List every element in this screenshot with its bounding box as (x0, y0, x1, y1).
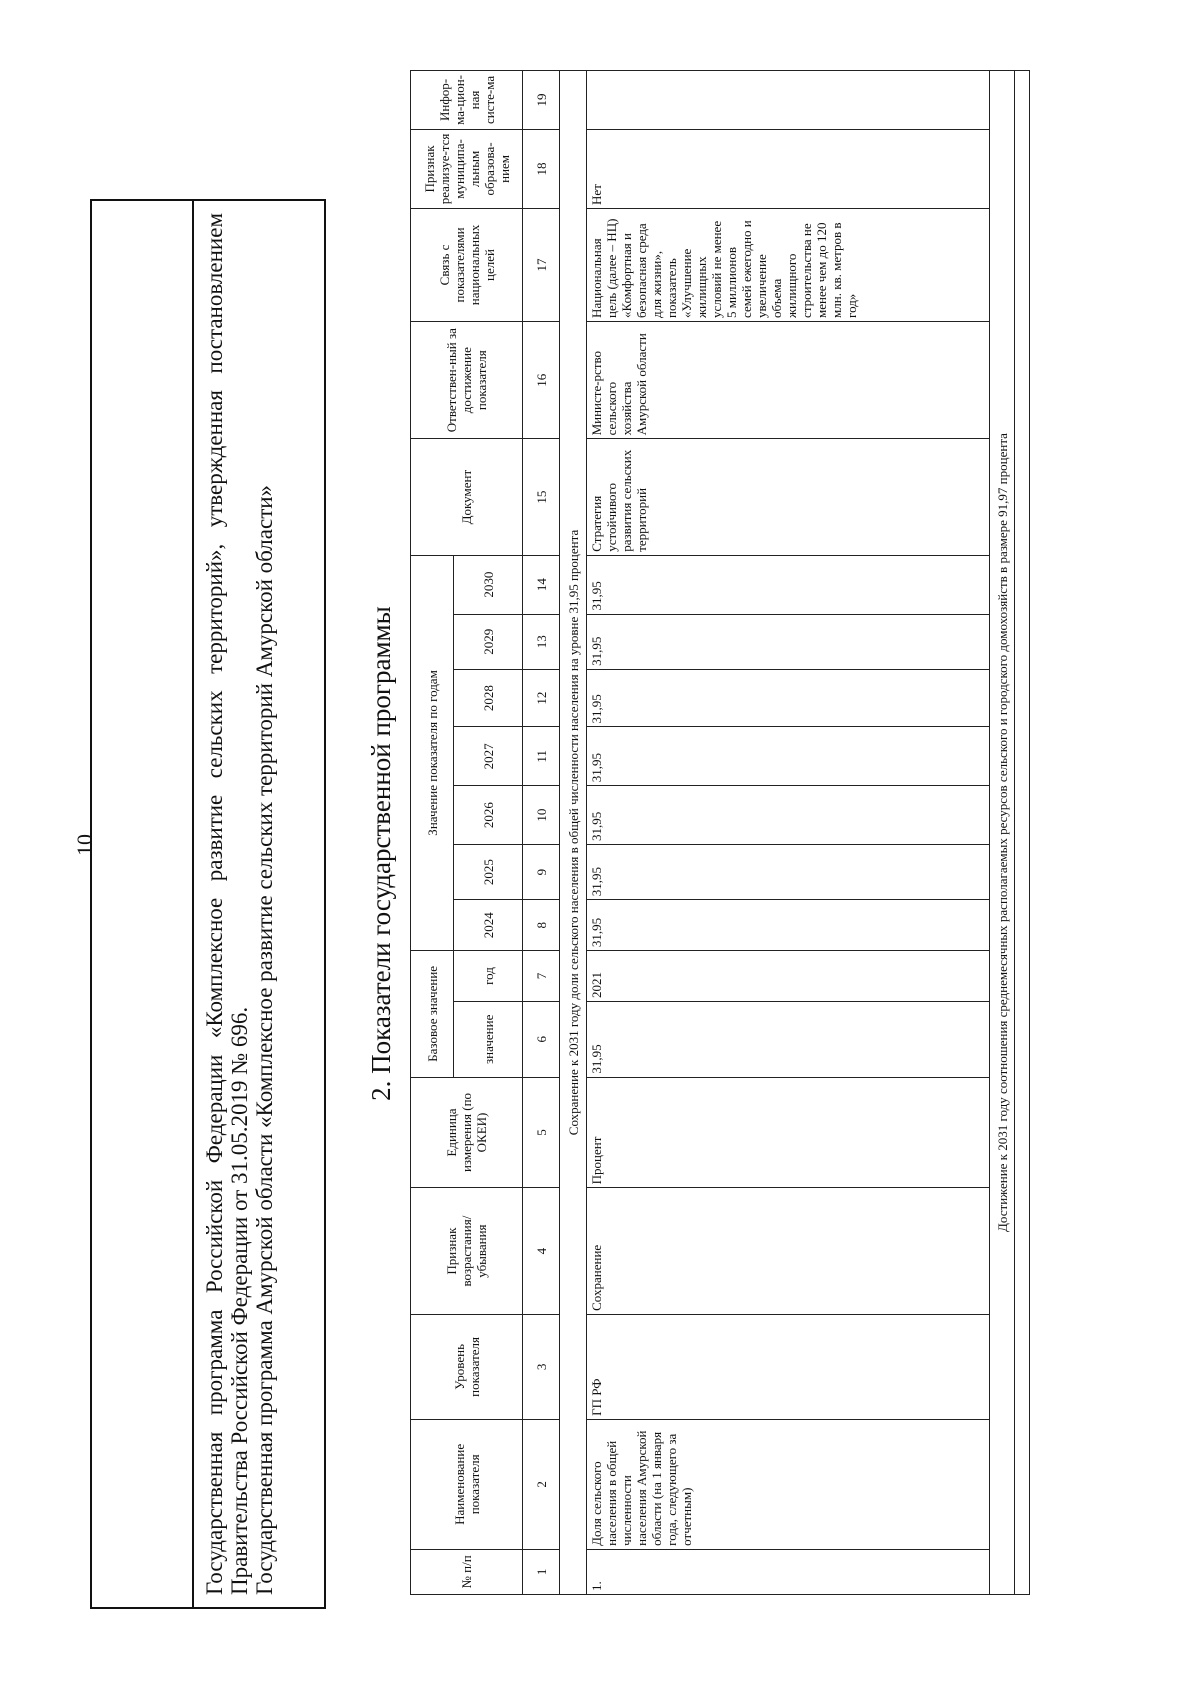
col-header-info-system: Инфор-ма-цион-ная систе-ма (411, 71, 523, 130)
blank-row (1015, 71, 1030, 1595)
col-header-year: 2025 (454, 844, 523, 899)
column-number: 12 (523, 669, 560, 727)
col-header-year: 2029 (454, 614, 523, 669)
column-number: 5 (523, 1077, 560, 1188)
goal-1-text: Сохранение к 2031 году доли сельского населения в общей численности населения на уровне 31,95 процента (560, 71, 587, 1595)
col-header-level: Уровень показателя (411, 1314, 523, 1419)
regional-program-text: Государственная программа Амурской области «Комплексное развитие сельских территорий Амурской области» (252, 484, 277, 1595)
column-number: 2 (523, 1419, 560, 1549)
indicators-table (410, 70, 1030, 1595)
column-number: 17 (523, 208, 560, 321)
info-box-empty-cell (92, 201, 192, 1607)
column-number: 3 (523, 1314, 560, 1419)
header-row-1 (411, 71, 454, 1595)
col-header-base-year: год (454, 951, 523, 1002)
info-system (587, 71, 990, 130)
column-number: 1 (523, 1549, 560, 1594)
column-number: 6 (523, 1001, 560, 1077)
col-header-values-by-year: Значение показателя по годам (411, 555, 454, 950)
column-number: 15 (523, 439, 560, 555)
col-header-year: 2027 (454, 727, 523, 786)
col-header-name: Наименование показателя (411, 1419, 523, 1549)
year-value: 31,95 (587, 555, 990, 614)
col-header-year: 2026 (454, 786, 523, 845)
column-number: 8 (523, 900, 560, 951)
col-header-num: № п/п (411, 1549, 523, 1594)
base-value: 31,95 (587, 1001, 990, 1077)
goal-2-text: Достижение к 2031 году соотношения среднемесячных располагаемых ресурсов сельского и городского домохозяйств в размере 91,97 процента (990, 71, 1015, 1595)
info-box-text (192, 201, 326, 1607)
goal-2-row (990, 71, 1015, 1595)
col-header-year: 2030 (454, 555, 523, 614)
year-value: 31,95 (587, 727, 990, 786)
national-goals: Национальная цель (далее – НЦ) «Комфортная и безопасная среда для жизни», показатель «Улучшение жилищных условий не менее 5 миллионов семей ежегодно и увеличение объема жилищного строительства не менее чем до 120 млн. кв. метров в год» (587, 208, 990, 321)
col-header-year: 2024 (454, 900, 523, 951)
program-info-box (90, 199, 326, 1609)
column-number: 9 (523, 844, 560, 899)
col-header-national-goals: Связь с показателями национальных целей (411, 208, 523, 321)
col-header-sign: Признак возрастания/ убывания (411, 1188, 523, 1315)
col-header-year: 2028 (454, 669, 523, 727)
federal-program-text: Государственная программа Российской Федерации «Комплексное развитие сельских территорий», утвержденная постановлением Правительства Российской Федерации от 31.05.2019 № 696. (202, 213, 252, 1595)
col-header-responsible: Ответствен-ный за достижение показателя (411, 321, 523, 438)
col-header-unit: Единица измерения (по ОКЕИ) (411, 1077, 523, 1188)
indicator-sign: Сохранение (587, 1188, 990, 1315)
year-value: 31,95 (587, 614, 990, 669)
year-value: 31,95 (587, 669, 990, 727)
year-value: 31,95 (587, 844, 990, 899)
responsible: Министе-рство сельского хозяйства Амурской области (587, 321, 990, 438)
column-number: 13 (523, 614, 560, 669)
blank-cell (1015, 71, 1030, 1595)
row-num: 1. (587, 1549, 990, 1594)
column-number: 19 (523, 71, 560, 130)
column-number: 18 (523, 129, 560, 208)
year-value: 31,95 (587, 786, 990, 845)
column-number: 7 (523, 951, 560, 1002)
column-number: 16 (523, 321, 560, 438)
column-number: 14 (523, 555, 560, 614)
table-row (587, 71, 990, 1595)
column-number: 11 (523, 727, 560, 786)
section-title: 2. Показатели государственной программы (366, 606, 396, 1101)
indicator-name: Доля сельского населения в общей численности населения Амурской области (на 1 января года, следующего за отчетным) (587, 1419, 990, 1549)
col-header-document: Документ (411, 439, 523, 555)
goal-1-row (560, 71, 587, 1595)
year-value: 31,95 (587, 900, 990, 951)
indicator-unit: Процент (587, 1077, 990, 1188)
document: Стратегия устойчивого развития сельских территорий (587, 439, 990, 555)
col-header-base: Базовое значение (411, 951, 454, 1078)
municipal: Нет (587, 129, 990, 208)
column-numbers-row (523, 71, 560, 1595)
base-year: 2021 (587, 951, 990, 1002)
page-number: 10 (72, 834, 97, 856)
column-number: 10 (523, 786, 560, 845)
column-number: 4 (523, 1188, 560, 1315)
col-header-base-value: значение (454, 1001, 523, 1077)
indicator-level: ГП РФ (587, 1314, 990, 1419)
col-header-municipal: Признак реализуе-тся муниципа-льным образова-нием (411, 129, 523, 208)
